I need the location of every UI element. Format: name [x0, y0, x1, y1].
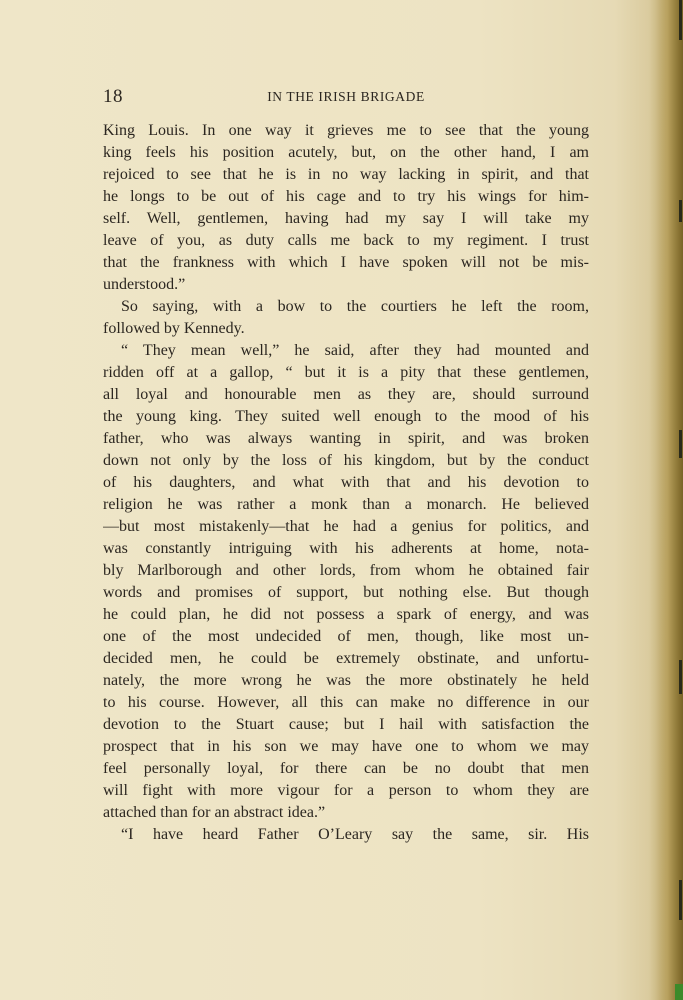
text-line: followed by Kennedy. [103, 320, 245, 337]
page-gutter-shadow [649, 0, 683, 1000]
text-line: father, who was always wanting in spirit, and was broken [103, 430, 589, 447]
text-line: —but most mistakenly—that he had a genius for politics, and [103, 518, 589, 535]
text-line: one of the most undecided of men, though, like most un- [103, 628, 589, 645]
gutter-mark [679, 660, 682, 694]
text-line: down not only by the loss of his kingdom, but by the conduct [103, 452, 589, 469]
text-line: will fight with more vigour for a person to whom they are [103, 782, 589, 799]
gutter-color-mark [675, 984, 683, 1000]
body-text [103, 120, 589, 846]
page-number: 18 [103, 86, 123, 107]
text-line: understood.” [103, 276, 186, 293]
text-line: rejoiced to see that he is in no way lacking in spirit, and that [103, 166, 589, 183]
text-line: religion he was rather a monk than a monarch. He believed [103, 496, 589, 513]
text-line: to his course. However, all this can make no difference in our [103, 694, 589, 711]
text-line: that the frankness with which I have spoken will not be mis- [103, 254, 589, 271]
gutter-mark [679, 0, 682, 40]
text-line: was constantly intriguing with his adherents at home, nota- [103, 540, 589, 557]
text-line: he could plan, he did not possess a spark of energy, and was [103, 606, 589, 623]
text-line: attached than for an abstract idea.” [103, 804, 326, 821]
text-line: decided men, he could be extremely obstinate, and unfortu- [103, 650, 589, 667]
text-line: self. Well, gentlemen, having had my say I will take my [103, 210, 589, 227]
text-line: ridden off at a gallop, “ but it is a pity that these gentlemen, [103, 364, 589, 381]
text-line: King Louis. In one way it grieves me to see that the young [103, 122, 589, 139]
running-head: IN THE IRISH BRIGADE [267, 89, 425, 104]
text-line: king feels his position acutely, but, on the other hand, I am [103, 144, 589, 161]
text-line: all loyal and honourable men as they are, should surround [103, 386, 589, 403]
page-header [103, 86, 589, 108]
text-line: the young king. They suited well enough to the mood of his [103, 408, 589, 425]
text-line: bly Marlborough and other lords, from whom he obtained fair [103, 562, 589, 579]
text-line: “ They mean well,” he said, after they had mounted and [121, 342, 589, 359]
text-line: nately, the more wrong he was the more obstinately he held [103, 672, 589, 689]
text-line: feel personally loyal, for there can be no doubt that men [103, 760, 589, 777]
text-line: devotion to the Stuart cause; but I hail with satisfaction the [103, 716, 589, 733]
gutter-mark [679, 430, 682, 458]
text-line: words and promises of support, but nothing else. But though [103, 584, 589, 601]
text-line: “I have heard Father O’Leary say the same, sir. His [121, 826, 589, 843]
gutter-mark [679, 880, 682, 920]
text-line: he longs to be out of his cage and to try his wings for him- [103, 188, 589, 205]
text-line: prospect that in his son we may have one to whom we may [103, 738, 589, 755]
text-line: of his daughters, and what with that and his devotion to [103, 474, 589, 491]
text-line: leave of you, as duty calls me back to my regiment. I trust [103, 232, 589, 249]
gutter-mark [679, 200, 682, 222]
text-line: So saying, with a bow to the courtiers he left the room, [121, 298, 589, 315]
